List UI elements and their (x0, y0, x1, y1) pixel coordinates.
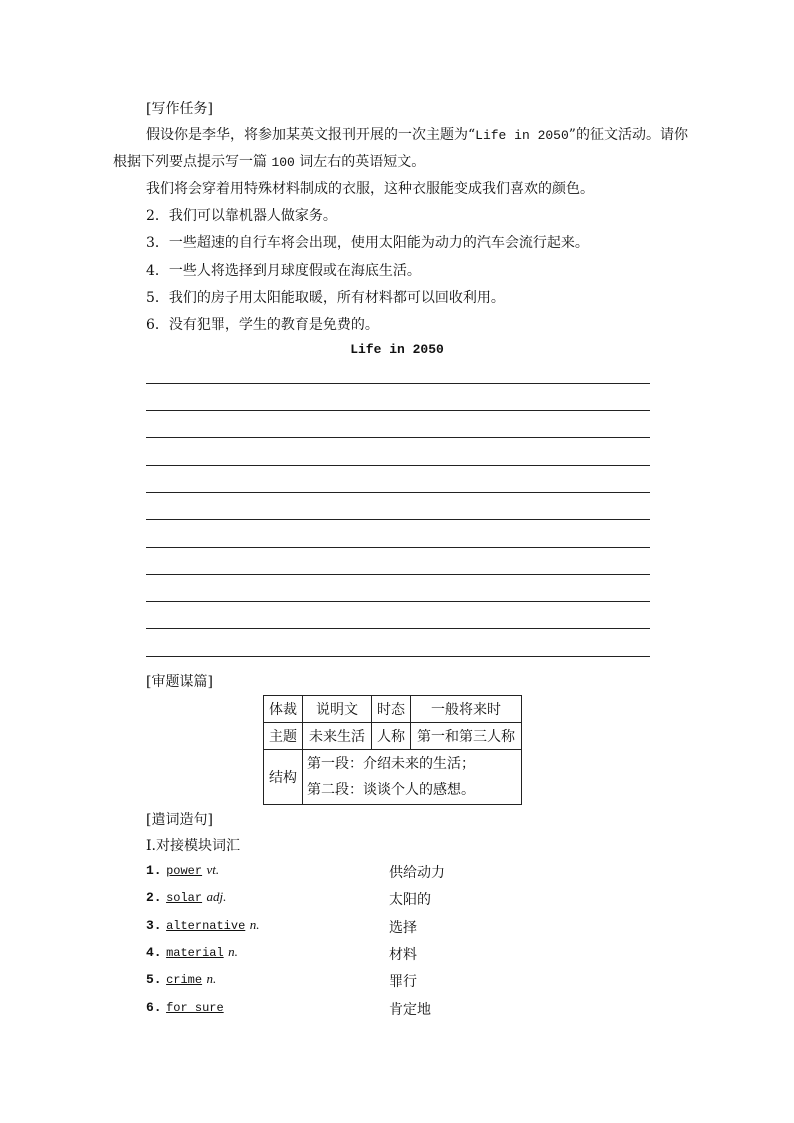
intro-text-b: ”的征文活动。请你 (568, 127, 688, 143)
vocab-word: material (166, 946, 224, 960)
vocab-number: 4. (146, 945, 162, 960)
structure-label: 结构 (264, 750, 303, 805)
task-point: 2．我们可以靠机器人做家务。 (146, 208, 337, 224)
writing-line[interactable] (146, 437, 650, 438)
task-intro-line2 (113, 151, 425, 171)
writing-line[interactable] (146, 656, 650, 657)
intro-text-d: 词左右的英语短文。 (294, 154, 426, 170)
genre-label: 体裁 (264, 696, 303, 723)
task-point: 3．一些超速的自行车将会出现，使用太阳能为动力的汽车会流行起来。 (146, 235, 589, 251)
vocab-item (146, 999, 224, 1015)
vocab-meaning: 罪行 (389, 974, 417, 990)
writing-line[interactable] (146, 601, 650, 602)
person-label: 人称 (372, 723, 411, 750)
vocab-meaning: 肯定地 (389, 1002, 431, 1018)
vocab-item (146, 944, 238, 960)
task-point: 6．没有犯罪，学生的教育是免费的。 (146, 317, 379, 333)
writing-line[interactable] (146, 574, 650, 575)
topic-label: 主题 (264, 723, 303, 750)
genre-value: 说明文 (303, 696, 372, 723)
analysis-table (263, 695, 522, 805)
vocab-item (146, 862, 219, 878)
tense-value: 一般将来时 (411, 696, 522, 723)
writing-line[interactable] (146, 519, 650, 520)
task-intro-line1 (146, 124, 688, 144)
structure-value (303, 750, 522, 805)
vocab-pos: n. (206, 971, 217, 986)
writing-line[interactable] (146, 465, 650, 466)
tense-label: 时态 (372, 696, 411, 723)
vocab-pos: vt. (206, 862, 220, 877)
intro-text-c: 根据下列要点提示写一篇 (113, 154, 272, 170)
writing-line[interactable] (146, 492, 650, 493)
vocab-pos: n. (228, 944, 238, 959)
vocab-word: power (166, 864, 203, 878)
vocab-number: 2. (146, 890, 162, 905)
structure-line: 第一段：介绍未来的生活； (307, 756, 475, 772)
vocab-word: for sure (166, 1001, 224, 1015)
intro-text-a: 假设你是李华，将参加某英文报刊开展的一次主题为“ (146, 127, 476, 143)
vocab-number: 3. (146, 918, 162, 933)
intro-topic: Life in 2050 (475, 128, 569, 143)
vocab-word: alternative (166, 919, 246, 933)
vocab-number: 5. (146, 972, 162, 987)
structure-line: 第二段：谈谈个人的感想。 (307, 782, 475, 798)
vocab-meaning: 供给动力 (389, 865, 445, 881)
vocab-word: solar (166, 891, 203, 905)
vocab-meaning: 太阳的 (389, 892, 431, 908)
vocab-heading: [遣词造句] (146, 812, 213, 828)
writing-line[interactable] (146, 383, 650, 384)
vocab-pos: n. (249, 917, 260, 932)
writing-line[interactable] (146, 628, 650, 629)
person-value: 第一和第三人称 (411, 723, 522, 750)
table-row (264, 723, 522, 750)
vocab-number: 6. (146, 1000, 162, 1015)
table-row (264, 696, 522, 723)
vocab-subheading: Ⅰ.对接模块词汇 (146, 838, 240, 854)
vocab-meaning: 选择 (389, 920, 417, 936)
vocab-item (146, 971, 216, 987)
vocab-item (146, 889, 226, 905)
intro-word-count: 100 (271, 155, 295, 170)
table-row (264, 750, 522, 805)
analysis-heading: [审题谋篇] (146, 674, 213, 690)
writing-line[interactable] (146, 410, 650, 411)
task-point: 4．一些人将选择到月球度假或在海底生活。 (146, 263, 421, 279)
vocab-pos: adj. (206, 889, 227, 904)
writing-line[interactable] (146, 547, 650, 548)
vocab-item (146, 917, 259, 933)
writing-task-heading: [写作任务] (146, 101, 213, 117)
vocab-word: crime (166, 973, 203, 987)
vocab-meaning: 材料 (389, 947, 417, 963)
task-point: 我们将会穿着用特殊材料制成的衣服，这种衣服能变成我们喜欢的颜色。 (146, 181, 594, 197)
essay-title: Life in 2050 (350, 342, 444, 357)
topic-value: 未来生活 (303, 723, 372, 750)
task-point: 5．我们的房子用太阳能取暖，所有材料都可以回收利用。 (146, 290, 505, 306)
vocab-number: 1. (146, 863, 162, 878)
